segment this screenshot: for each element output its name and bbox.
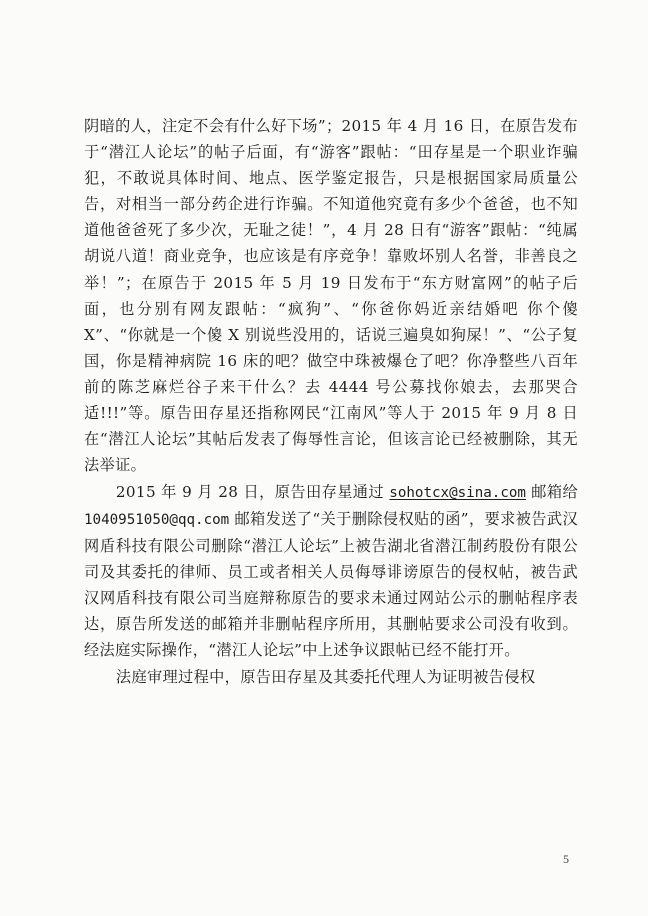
paragraph-2 <box>84 479 578 664</box>
email-sender: sohotcx@sina.com <box>389 484 526 501</box>
document-body <box>84 113 578 690</box>
paragraph-2-text-a: 2015 年 9 月 28 日，原告田存星通过 <box>115 482 390 501</box>
paragraph-3: 法庭审理过程中，原告田存星及其委托代理人为证明被告侵权 <box>115 667 536 686</box>
paragraph-2-text-c: 邮箱发送了“关于删除侵权贴的函”，要求被告武汉网盾科技有限公司删除“潜江人论坛”上被告湖北省潜江制药股份有限公司及其委托的律师、员工或者相关人员侮辱诽谤原告的侵权帖，被告武汉网盾科技有限公司当庭辩称原告的要求未通过网站公示的删帖程序表达，原告所发送的邮箱并非删帖程序所用，其删帖要求公司没有收到。经法庭实际操作，“潜江人论坛”中上述争议跟帖已经不能打开。 <box>84 509 578 660</box>
page-number: 5 <box>563 852 569 866</box>
paragraph-2-text-b: 邮箱给 <box>525 482 578 501</box>
email-recipient: 1040951050@qq.com <box>84 511 230 528</box>
paragraph-1: 阴暗的人，注定不会有什么好下场”；2015 年 4 月 16 日，在原告发布于“潜江人论坛”的帖子后面，有“游客”跟帖：“田存星是一个职业诈骗犯，不敢说具体时间、地点、医学鉴定报告，只是根据国家局质量公告，对相当一部分药企进行诈骗。不知道他究竟有多少个爸爸，也不知道他爸爸死了多少次，无耻之徒！”，4 月 28 日有“游客”跟帖：“纯属胡说八道！商业竞争，也应该是有序竞争！靠败坏别人名誉，非善良之举！”；在原告于 2015 年 5 月 19 日发布于“东方财富网”的帖子后面，也分别有网友跟帖：“疯狗”、“你爸你妈近亲结婚吧 你个傻 X”、“你就是一个傻 X 别说些没用的，话说三遍臭如狗屎！”、“公子复国，你是精神病院 16 床的吧？做空中珠被爆仓了吧？你净整些八百年前的陈芝麻烂谷子来干什么？去 4444 号公募找你娘去，去那哭合适!!!”等。原告田存星还指称网民“江南风”等人于 2015 年 9 月 8 日在“潜江人论坛”其帖后发表了侮辱性言论，但该言论已经被删除，其无法举证。 <box>84 117 578 475</box>
